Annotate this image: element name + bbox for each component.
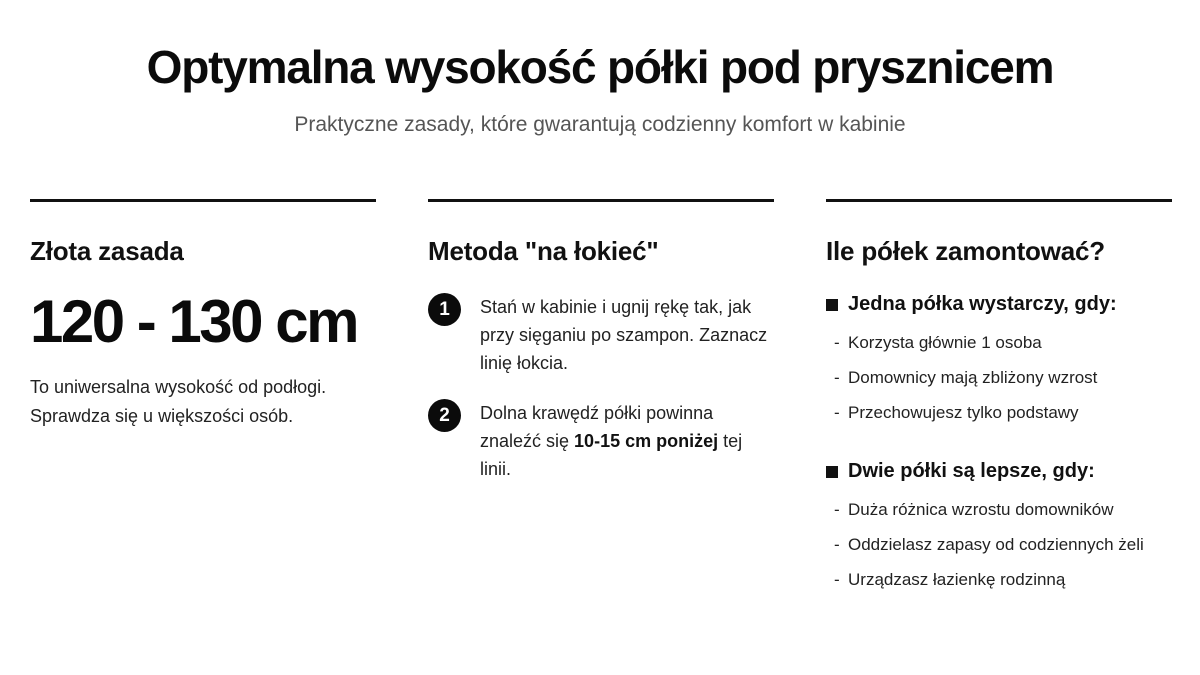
list-item-text: Domownicy mają zbliżony wzrost xyxy=(848,368,1098,387)
golden-rule-description: To uniwersalna wysokość od podłogi. Sprawdza się u większości osób. xyxy=(30,377,327,426)
one-shelf-group xyxy=(826,293,1172,430)
shelf-count-column xyxy=(826,199,1172,597)
dash-marker: - xyxy=(834,403,840,422)
step-text-highlight: 10-15 cm poniżej xyxy=(574,431,719,451)
dash-marker: - xyxy=(834,500,840,519)
two-shelves-group xyxy=(826,460,1172,597)
list-item xyxy=(826,360,1172,395)
list-item-text: Przechowujesz tylko podstawy xyxy=(848,403,1079,422)
square-bullet-icon xyxy=(826,299,838,311)
step-text: Stań w kabinie i ugnij rękę tak, jak przy sięganiu po szampon. Zaznacz linię łokcia. xyxy=(480,297,768,373)
list-item xyxy=(826,395,1172,430)
page-subtitle: Praktyczne zasady, które gwarantują codzienny komfort w kabinie xyxy=(294,113,906,136)
golden-rule-value: 120 - 130 cm xyxy=(30,288,357,355)
step-text-after: tej linii. xyxy=(480,431,743,479)
dash-marker: - xyxy=(834,333,840,352)
condition-list xyxy=(826,492,1172,597)
elbow-method-column xyxy=(428,199,774,505)
dash-marker: - xyxy=(834,570,840,589)
step-text-before: Dolna krawędź półki powinna znaleźć się xyxy=(480,403,714,451)
list-item xyxy=(826,492,1172,527)
column-divider xyxy=(30,199,376,202)
list-item xyxy=(826,562,1172,597)
step-number-badge: 2 xyxy=(428,399,461,432)
condition-list xyxy=(826,325,1172,430)
step-text xyxy=(480,399,774,483)
group-title xyxy=(826,293,1172,316)
column-divider xyxy=(826,199,1172,202)
list-item xyxy=(826,325,1172,360)
list-item-text: Duża różnica wzrostu domowników xyxy=(848,500,1114,519)
steps-list xyxy=(428,293,774,483)
list-item xyxy=(826,527,1172,562)
step-item xyxy=(428,293,774,377)
list-item-text: Urządzasz łazienkę rodzinną xyxy=(848,570,1066,589)
dash-marker: - xyxy=(834,535,840,554)
page-title: Optymalna wysokość półki pod prysznicem xyxy=(146,41,1054,93)
column-divider xyxy=(428,199,774,202)
group-title-text: Dwie półki są lepsze, gdy: xyxy=(848,460,1095,482)
group-title-text: Jedna półka wystarczy, gdy: xyxy=(848,293,1117,315)
list-item-text: Korzysta głównie 1 osoba xyxy=(848,333,1042,352)
step-number-badge: 1 xyxy=(428,293,461,326)
elbow-method-heading: Metoda "na łokieć" xyxy=(428,236,659,266)
dash-marker: - xyxy=(834,368,840,387)
golden-rule-heading: Złota zasada xyxy=(30,236,184,266)
square-bullet-icon xyxy=(826,466,838,478)
group-title xyxy=(826,460,1172,483)
step-item xyxy=(428,399,774,483)
shelf-count-heading: Ile półek zamontować? xyxy=(826,236,1105,266)
golden-rule-column xyxy=(30,199,376,431)
list-item-text: Oddzielasz zapasy od codziennych żeli xyxy=(848,535,1144,554)
